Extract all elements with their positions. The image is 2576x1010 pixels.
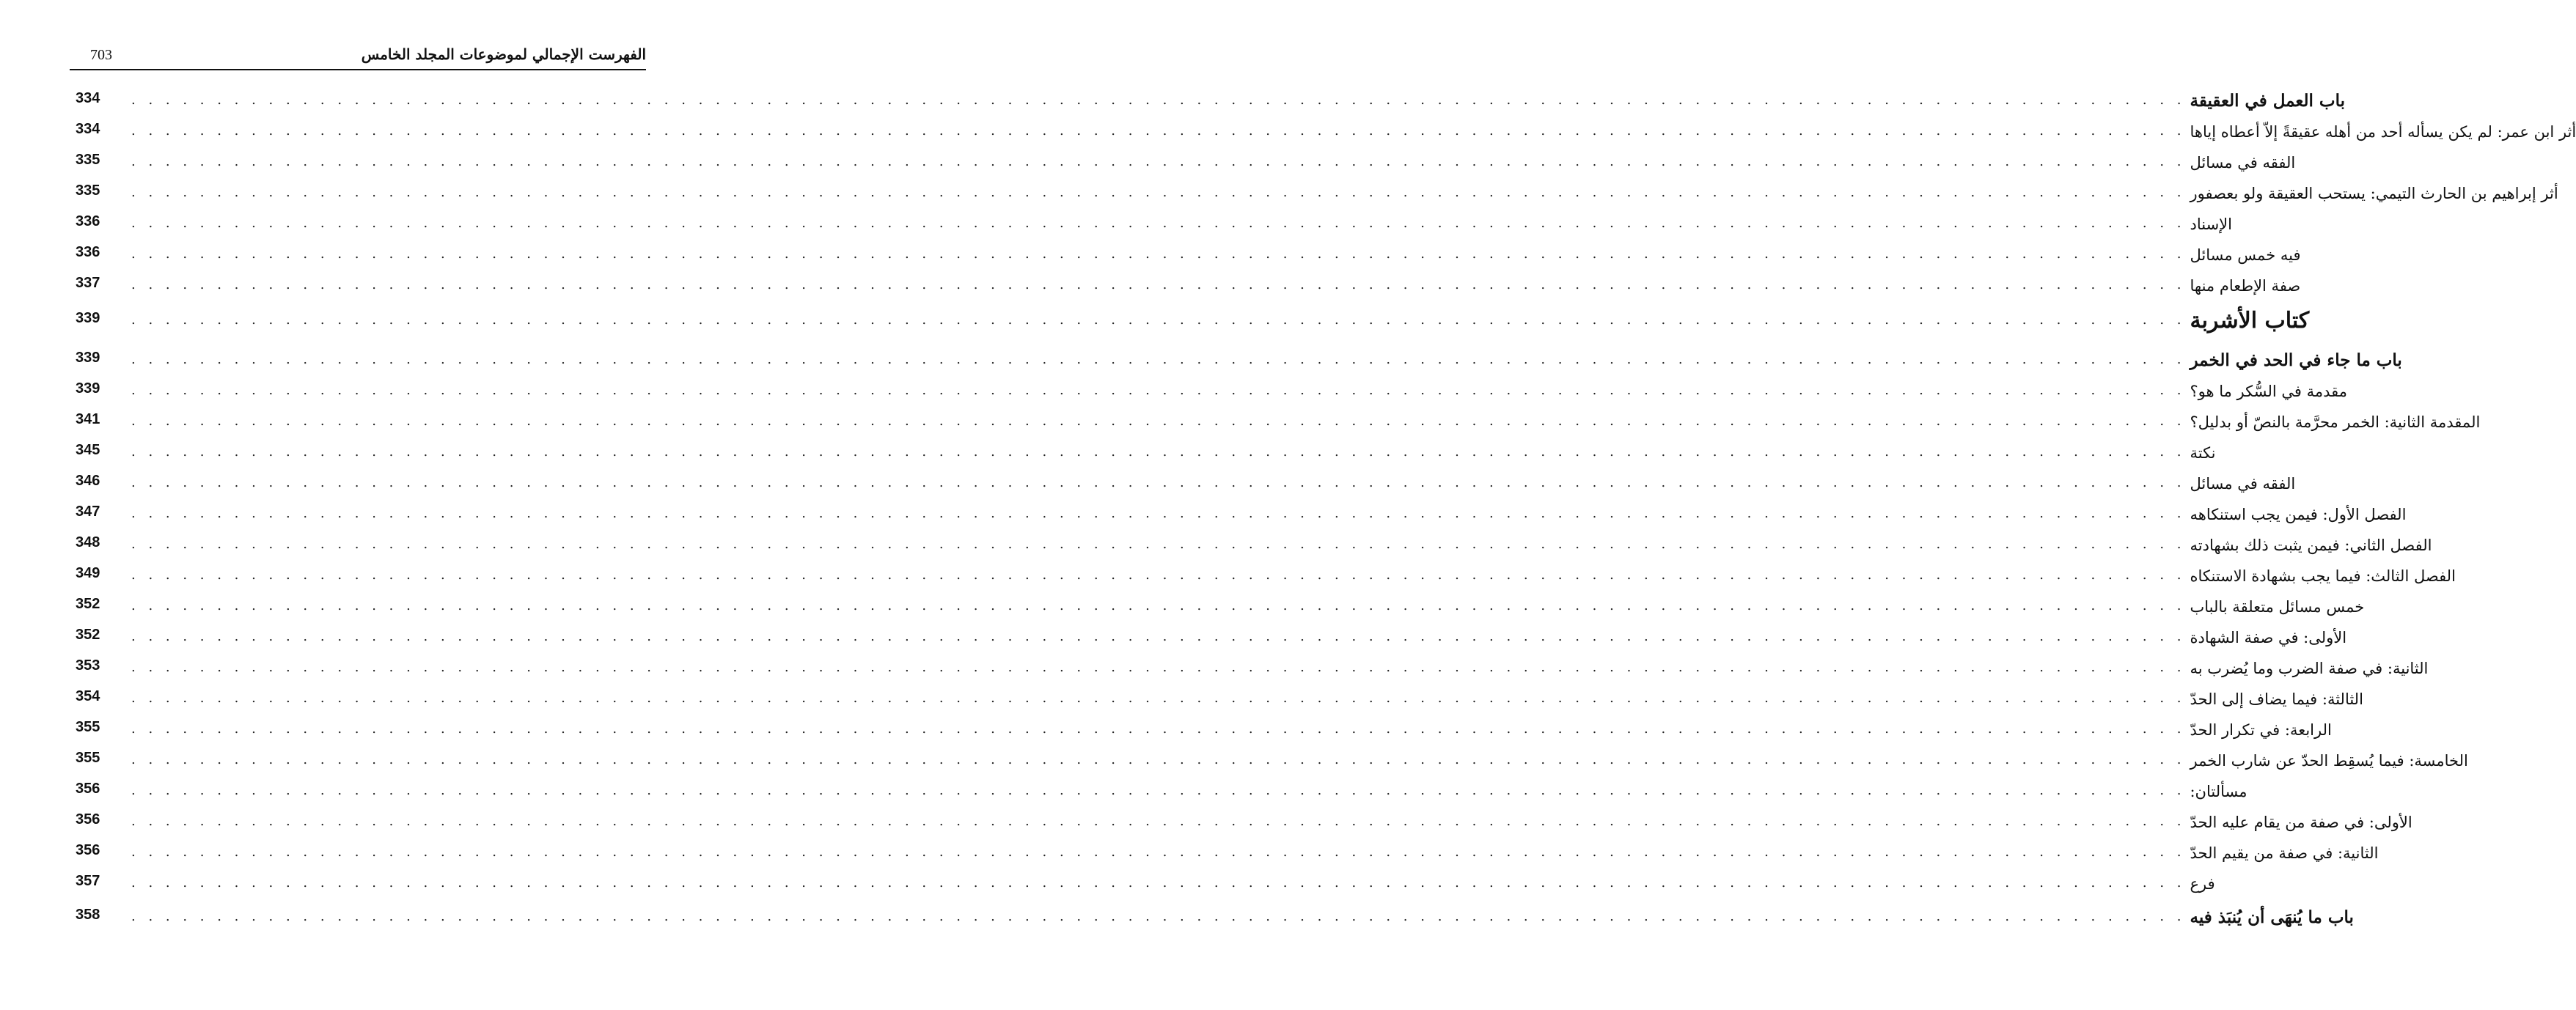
toc-entry bbox=[70, 342, 2402, 374]
toc-entry bbox=[70, 899, 2354, 931]
toc-entry bbox=[70, 803, 2412, 836]
toc-entry bbox=[70, 773, 2247, 805]
dot-leader: . . . . . . . . . . . . . . . . . . . . . . . . . . . . . . . . . . . . . . . . . . . . . . . . . . . . . . . . . . . . . . . . . . . . . . . . . . . . . . . . . . . . . . . . . . . . . . . . . . . . . . . . . . . . . . . . . . . . . . . . bbox=[131, 690, 2186, 706]
toc-page-number: 356 bbox=[76, 842, 100, 858]
toc-entry-title: كتاب الأشربة bbox=[2190, 308, 2310, 333]
dot-leader: . . . . . . . . . . . . . . . . . . . . . . . . . . . . . . . . . . . . . . . . . . . . . . . . . . . . . . . . . . . . . . . . . . . . . . . . . . . . . . . . . . . . . . . . . . . . . . . . . . . . . . . . . . . . . . . . . . . . . . . . bbox=[131, 783, 2186, 798]
dot-leader: . . . . . . . . . . . . . . . . . . . . . . . . . . . . . . . . . . . . . . . . . . . . . . . . . . . . . . . . . . . . . . . . . . . . . . . . . . . . . . . . . . . . . . . . . . . . . . . . . . . . . . . . . . . . . . . . . . . . . . . . bbox=[131, 444, 2186, 460]
toc-entry-title: صفة الإطعام منها bbox=[2190, 277, 2301, 295]
toc-entry bbox=[70, 742, 2468, 774]
toc-entry bbox=[70, 619, 2347, 651]
dot-leader: . . . . . . . . . . . . . . . . . . . . . . . . . . . . . . . . . . . . . . . . . . . . . . . . . . . . . . . . . . . . . . . . . . . . . . . . . . . . . . . . . . . . . . . . . . . . . . . . . . . . . . . . . . . . . . . . . . . . . . . . bbox=[131, 875, 2186, 891]
toc-entry bbox=[70, 434, 2216, 466]
toc-entry-title: أثر ابن عمر: لم يكن يسأله أحد من أهله عقيقةً إلاّ أعطاه إياها bbox=[2190, 123, 2576, 141]
toc-entry bbox=[70, 403, 2481, 435]
toc-entry bbox=[70, 834, 2379, 866]
toc-entry bbox=[70, 557, 2456, 589]
toc-entry-title: نكتة bbox=[2190, 444, 2216, 462]
toc-entry bbox=[70, 113, 2576, 145]
toc-page-number: 355 bbox=[76, 719, 100, 735]
toc-entry bbox=[70, 711, 2332, 743]
toc-entry-title: باب العمل في العقيقة bbox=[2190, 91, 2345, 111]
dot-leader: . . . . . . . . . . . . . . . . . . . . . . . . . . . . . . . . . . . . . . . . . . . . . . . . . . . . . . . . . . . . . . . . . . . . . . . . . . . . . . . . . . . . . . . . . . . . . . . . . . . . . . . . . . . . . . . . . . . . . . . . bbox=[131, 629, 2186, 644]
dot-leader: . . . . . . . . . . . . . . . . . . . . . . . . . . . . . . . . . . . . . . . . . . . . . . . . . . . . . . . . . . . . . . . . . . . . . . . . . . . . . . . . . . . . . . . . . . . . . . . . . . . . . . . . . . . . . . . . . . . . . . . . bbox=[131, 660, 2186, 675]
toc-entry bbox=[70, 267, 2301, 299]
toc-page-number: 341 bbox=[76, 411, 100, 427]
toc-entry-title: الفصل الثاني: فيمن يثبت ذلك بشهادته bbox=[2190, 537, 2432, 554]
toc-entry-title: الخامسة: فيما يُسقِط الحدّ عن شارب الخمر bbox=[2190, 752, 2468, 770]
dot-leader: . . . . . . . . . . . . . . . . . . . . . . . . . . . . . . . . . . . . . . . . . . . . . . . . . . . . . . . . . . . . . . . . . . . . . . . . . . . . . . . . . . . . . . . . . . . . . . . . . . . . . . . . . . . . . . . . . . . . . . . . bbox=[131, 752, 2186, 767]
dot-leader: . . . . . . . . . . . . . . . . . . . . . . . . . . . . . . . . . . . . . . . . . . . . . . . . . . . . . . . . . . . . . . . . . . . . . . . . . . . . . . . . . . . . . . . . . . . . . . . . . . . . . . . . . . . . . . . . . . . . . . . . bbox=[131, 506, 2186, 521]
toc-entry bbox=[70, 82, 2345, 114]
toc-entry-title: الفقه في مسائل bbox=[2190, 154, 2296, 172]
toc-entry bbox=[70, 465, 2296, 497]
running-title: الفهرست الإجمالي لموضوعات المجلد الخامس bbox=[361, 45, 646, 63]
dot-leader: . . . . . . . . . . . . . . . . . . . . . . . . . . . . . . . . . . . . . . . . . . . . . . . . . . . . . . . . . . . . . . . . . . . . . . . . . . . . . . . . . . . . . . . . . . . . . . . . . . . . . . . . . . . . . . . . . . . . . . . . bbox=[131, 246, 2186, 262]
toc-entry bbox=[70, 588, 2365, 620]
toc-page-number: 335 bbox=[76, 183, 100, 199]
toc-entry-title: الثالثة: فيما يضاف إلى الحدّ bbox=[2190, 690, 2363, 708]
toc-page-number: 352 bbox=[76, 627, 100, 643]
toc-entry-title: مقدمة في السُّكر ما هو؟ bbox=[2190, 383, 2347, 400]
toc-page-number: 339 bbox=[76, 380, 100, 397]
toc-page-number: 355 bbox=[76, 750, 100, 766]
dot-leader: . . . . . . . . . . . . . . . . . . . . . . . . . . . . . . . . . . . . . . . . . . . . . . . . . . . . . . . . . . . . . . . . . . . . . . . . . . . . . . . . . . . . . . . . . . . . . . . . . . . . . . . . . . . . . . . . . . . . . . . . bbox=[131, 475, 2186, 490]
page-number: 703 bbox=[90, 47, 112, 63]
toc-page-number: 336 bbox=[76, 213, 100, 229]
dot-leader: . . . . . . . . . . . . . . . . . . . . . . . . . . . . . . . . . . . . . . . . . . . . . . . . . . . . . . . . . . . . . . . . . . . . . . . . . . . . . . . . . . . . . . . . . . . . . . . . . . . . . . . . . . . . . . . . . . . . . . . . bbox=[131, 312, 2186, 328]
toc-page-number: 339 bbox=[76, 310, 100, 326]
dot-leader: . . . . . . . . . . . . . . . . . . . . . . . . . . . . . . . . . . . . . . . . . . . . . . . . . . . . . . . . . . . . . . . . . . . . . . . . . . . . . . . . . . . . . . . . . . . . . . . . . . . . . . . . . . . . . . . . . . . . . . . . bbox=[131, 92, 2186, 108]
page-header bbox=[70, 44, 646, 70]
dot-leader: . . . . . . . . . . . . . . . . . . . . . . . . . . . . . . . . . . . . . . . . . . . . . . . . . . . . . . . . . . . . . . . . . . . . . . . . . . . . . . . . . . . . . . . . . . . . . . . . . . . . . . . . . . . . . . . . . . . . . . . . bbox=[131, 413, 2186, 429]
toc-entry-title: باب ما يُنهَى أن يُنبَذ فيه bbox=[2190, 907, 2354, 927]
dot-leader: . . . . . . . . . . . . . . . . . . . . . . . . . . . . . . . . . . . . . . . . . . . . . . . . . . . . . . . . . . . . . . . . . . . . . . . . . . . . . . . . . . . . . . . . . . . . . . . . . . . . . . . . . . . . . . . . . . . . . . . . bbox=[131, 352, 2186, 367]
toc-page-number: 335 bbox=[76, 152, 100, 168]
toc-entry bbox=[70, 495, 2407, 528]
dot-leader: . . . . . . . . . . . . . . . . . . . . . . . . . . . . . . . . . . . . . . . . . . . . . . . . . . . . . . . . . . . . . . . . . . . . . . . . . . . . . . . . . . . . . . . . . . . . . . . . . . . . . . . . . . . . . . . . . . . . . . . . bbox=[131, 598, 2186, 613]
toc-entry-title: الإسناد bbox=[2190, 215, 2232, 233]
toc-entry bbox=[70, 680, 2363, 712]
toc-entry bbox=[70, 865, 2215, 897]
toc-entry-title: الثانية: في صفة من يقيم الحدّ bbox=[2190, 844, 2379, 862]
toc-page-number: 353 bbox=[76, 657, 100, 674]
toc-entry bbox=[70, 174, 2558, 207]
toc-entry bbox=[70, 236, 2301, 268]
dot-leader: . . . . . . . . . . . . . . . . . . . . . . . . . . . . . . . . . . . . . . . . . . . . . . . . . . . . . . . . . . . . . . . . . . . . . . . . . . . . . . . . . . . . . . . . . . . . . . . . . . . . . . . . . . . . . . . . . . . . . . . . bbox=[131, 909, 2186, 924]
dot-leader: . . . . . . . . . . . . . . . . . . . . . . . . . . . . . . . . . . . . . . . . . . . . . . . . . . . . . . . . . . . . . . . . . . . . . . . . . . . . . . . . . . . . . . . . . . . . . . . . . . . . . . . . . . . . . . . . . . . . . . . . bbox=[131, 567, 2186, 583]
toc-page-number: 336 bbox=[76, 244, 100, 260]
toc-entry-title: الفقه في مسائل bbox=[2190, 475, 2296, 493]
toc-entry-title: الفصل الأول: فيمن يجب استنكاهه bbox=[2190, 506, 2407, 523]
toc-page-number: 339 bbox=[76, 350, 100, 366]
toc-page-number: 356 bbox=[76, 811, 100, 827]
toc-page-number: 334 bbox=[76, 90, 100, 106]
toc-page-number: 358 bbox=[76, 907, 100, 923]
toc-page-number: 345 bbox=[76, 442, 100, 458]
toc-entry-title: فيه خمس مسائل bbox=[2190, 246, 2301, 264]
dot-leader: . . . . . . . . . . . . . . . . . . . . . . . . . . . . . . . . . . . . . . . . . . . . . . . . . . . . . . . . . . . . . . . . . . . . . . . . . . . . . . . . . . . . . . . . . . . . . . . . . . . . . . . . . . . . . . . . . . . . . . . . bbox=[131, 215, 2186, 231]
toc-page-number: 348 bbox=[76, 534, 100, 550]
toc-page-number: 346 bbox=[76, 473, 100, 489]
toc-entry-title: الثانية: في صفة الضرب وما يُضرب به bbox=[2190, 660, 2429, 677]
toc-entry-title: المقدمة الثانية: الخمر محرَّمة بالنصّ أو بدليل؟ bbox=[2190, 413, 2481, 431]
dot-leader: . . . . . . . . . . . . . . . . . . . . . . . . . . . . . . . . . . . . . . . . . . . . . . . . . . . . . . . . . . . . . . . . . . . . . . . . . . . . . . . . . . . . . . . . . . . . . . . . . . . . . . . . . . . . . . . . . . . . . . . . bbox=[131, 154, 2186, 169]
toc-entry bbox=[70, 649, 2429, 682]
toc-entry-title: الرابعة: في تكرار الحدّ bbox=[2190, 721, 2332, 739]
toc-entry bbox=[70, 526, 2432, 559]
dot-leader: . . . . . . . . . . . . . . . . . . . . . . . . . . . . . . . . . . . . . . . . . . . . . . . . . . . . . . . . . . . . . . . . . . . . . . . . . . . . . . . . . . . . . . . . . . . . . . . . . . . . . . . . . . . . . . . . . . . . . . . . bbox=[131, 537, 2186, 552]
toc-page-number: 337 bbox=[76, 275, 100, 291]
toc-entry bbox=[70, 205, 2232, 237]
dot-leader: . . . . . . . . . . . . . . . . . . . . . . . . . . . . . . . . . . . . . . . . . . . . . . . . . . . . . . . . . . . . . . . . . . . . . . . . . . . . . . . . . . . . . . . . . . . . . . . . . . . . . . . . . . . . . . . . . . . . . . . . bbox=[131, 185, 2186, 200]
toc-entry-title: خمس مسائل متعلقة بالباب bbox=[2190, 598, 2365, 616]
toc-page-number: 354 bbox=[76, 688, 100, 704]
toc-entry-title: الفصل الثالث: فيما يجب بشهادة الاستنكاه bbox=[2190, 567, 2456, 585]
toc-entry-title: الأولى: في صفة من يقام عليه الحدّ bbox=[2190, 814, 2412, 831]
dot-leader: . . . . . . . . . . . . . . . . . . . . . . . . . . . . . . . . . . . . . . . . . . . . . . . . . . . . . . . . . . . . . . . . . . . . . . . . . . . . . . . . . . . . . . . . . . . . . . . . . . . . . . . . . . . . . . . . . . . . . . . . bbox=[131, 277, 2186, 292]
dot-leader: . . . . . . . . . . . . . . . . . . . . . . . . . . . . . . . . . . . . . . . . . . . . . . . . . . . . . . . . . . . . . . . . . . . . . . . . . . . . . . . . . . . . . . . . . . . . . . . . . . . . . . . . . . . . . . . . . . . . . . . . bbox=[131, 721, 2186, 737]
toc-page-number: 349 bbox=[76, 565, 100, 581]
dot-leader: . . . . . . . . . . . . . . . . . . . . . . . . . . . . . . . . . . . . . . . . . . . . . . . . . . . . . . . . . . . . . . . . . . . . . . . . . . . . . . . . . . . . . . . . . . . . . . . . . . . . . . . . . . . . . . . . . . . . . . . . bbox=[131, 383, 2186, 398]
toc-entry-title: مسألتان: bbox=[2190, 783, 2247, 800]
toc-page-number: 347 bbox=[76, 504, 100, 520]
dot-leader: . . . . . . . . . . . . . . . . . . . . . . . . . . . . . . . . . . . . . . . . . . . . . . . . . . . . . . . . . . . . . . . . . . . . . . . . . . . . . . . . . . . . . . . . . . . . . . . . . . . . . . . . . . . . . . . . . . . . . . . . bbox=[131, 844, 2186, 860]
toc-page-number: 334 bbox=[76, 121, 100, 137]
toc-entry-title: باب ما جاء في الحد في الخمر bbox=[2190, 350, 2402, 370]
toc-entry-title: فرع bbox=[2190, 875, 2215, 893]
dot-leader: . . . . . . . . . . . . . . . . . . . . . . . . . . . . . . . . . . . . . . . . . . . . . . . . . . . . . . . . . . . . . . . . . . . . . . . . . . . . . . . . . . . . . . . . . . . . . . . . . . . . . . . . . . . . . . . . . . . . . . . . bbox=[131, 814, 2186, 829]
toc-page-number: 352 bbox=[76, 596, 100, 612]
dot-leader: . . . . . . . . . . . . . . . . . . . . . . . . . . . . . . . . . . . . . . . . . . . . . . . . . . . . . . . . . . . . . . . . . . . . . . . . . . . . . . . . . . . . . . . . . . . . . . . . . . . . . . . . . . . . . . . . . . . . . . . . bbox=[131, 123, 2186, 139]
toc-page-number: 356 bbox=[76, 781, 100, 797]
toc-entry bbox=[70, 144, 2296, 176]
toc-entry-title: الأولى: في صفة الشهادة bbox=[2190, 629, 2347, 646]
toc-entry bbox=[70, 302, 2310, 334]
toc-entry-title: أثر إبراهيم بن الحارث التيمي: يستحب العقيقة ولو بعصفور bbox=[2190, 185, 2558, 202]
toc-page-number: 357 bbox=[76, 873, 100, 889]
toc-entry bbox=[70, 372, 2347, 405]
